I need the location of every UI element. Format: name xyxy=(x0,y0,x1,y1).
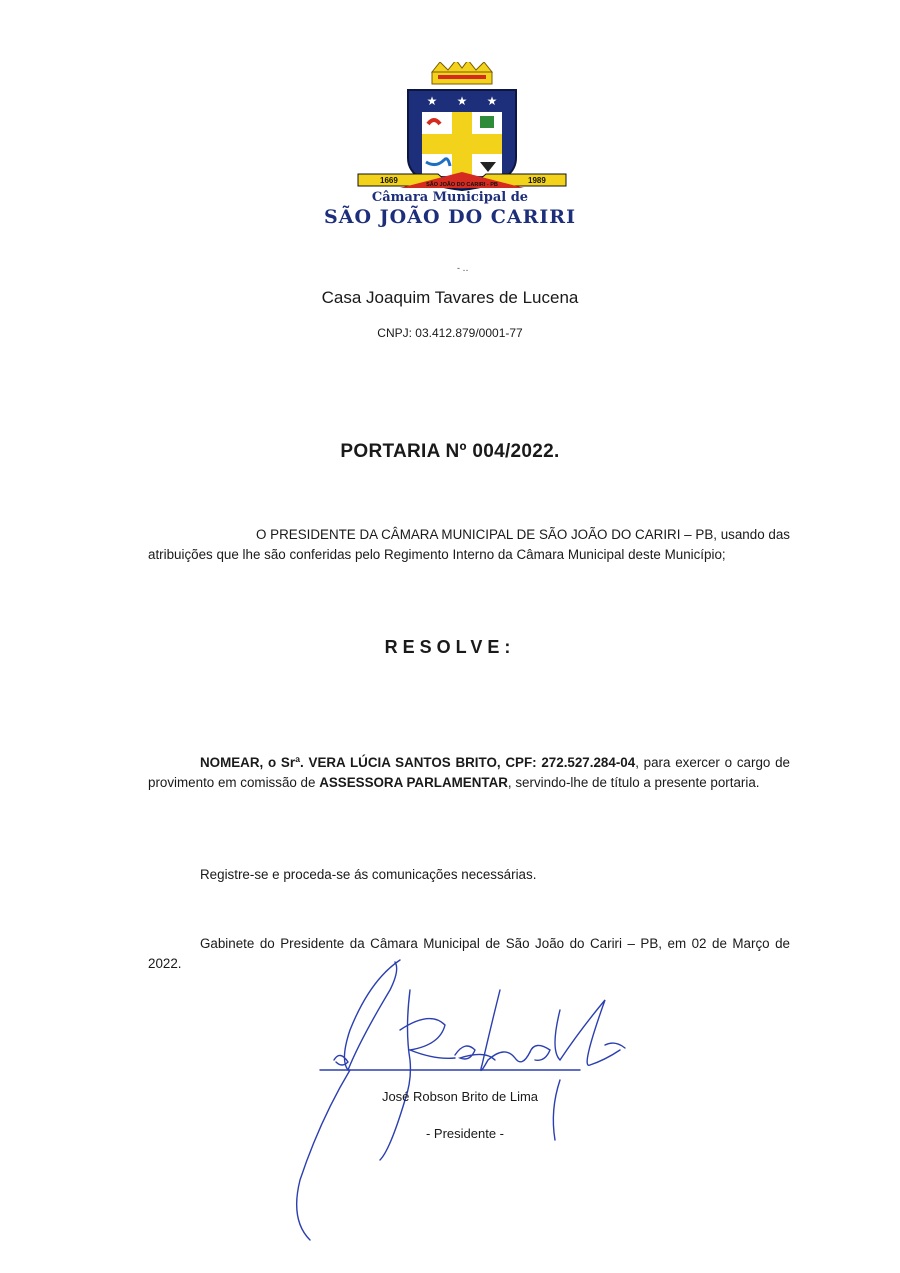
cnpj-line: CNPJ: 03.412.879/0001-77 xyxy=(377,326,523,340)
svg-text:★: ★ xyxy=(486,94,498,108)
document-title: PORTARIA Nº 004/2022. xyxy=(340,441,560,462)
preamble-text: O PRESIDENTE DA CÂMARA MUNICIPAL DE SÃO JOÃO DO CARIRI – PB, usando das atribuições que lhe são conferidas pelo Regimento Interno da Câmara Municipal deste Município; xyxy=(148,527,790,562)
logo-line-1: Câmara Municipal de xyxy=(371,190,529,205)
nomination-role: ASSESSORA PARLAMENTAR xyxy=(319,775,508,790)
signatory-role: - Presidente - xyxy=(425,1126,505,1141)
house-name: Casa Joaquim Tavares de Lucena xyxy=(321,288,579,307)
crown-icon xyxy=(432,62,492,84)
scan-mark: - ‥ xyxy=(457,263,469,273)
svg-text:★: ★ xyxy=(426,94,438,108)
preamble-paragraph xyxy=(148,525,790,565)
nomination-tail: , servindo-lhe de título a presente portaria. xyxy=(507,775,760,790)
ribbon-text: SÃO JOÃO DO CARIRI - PB xyxy=(426,182,498,188)
signatory-name: José Robson Brito de Lima xyxy=(381,1089,539,1104)
logo-line-2: SÃO JOÃO DO CARIRI xyxy=(324,206,576,228)
date-ribbon xyxy=(358,172,566,188)
closing-text: Gabinete do Presidente da Câmara Municipal de São João do Cariri – PB, em 02 de Março de 2022. xyxy=(148,936,790,971)
year-left: 1669 xyxy=(380,176,398,185)
svg-text:★: ★ xyxy=(456,94,468,108)
resolve-heading: RESOLVE: xyxy=(384,637,516,657)
nomination-lead: NOMEAR, o Srª. VERA LÚCIA SANTOS BRITO, CPF: 272.527.284-04 xyxy=(200,755,636,770)
nomination-middle: , para exercer o cargo de provimento em comissão de xyxy=(148,755,790,790)
register-paragraph: Registre-se e proceda-se ás comunicações necessárias. xyxy=(200,867,537,882)
year-right: 1989 xyxy=(528,176,546,185)
nomination-paragraph xyxy=(148,753,790,793)
